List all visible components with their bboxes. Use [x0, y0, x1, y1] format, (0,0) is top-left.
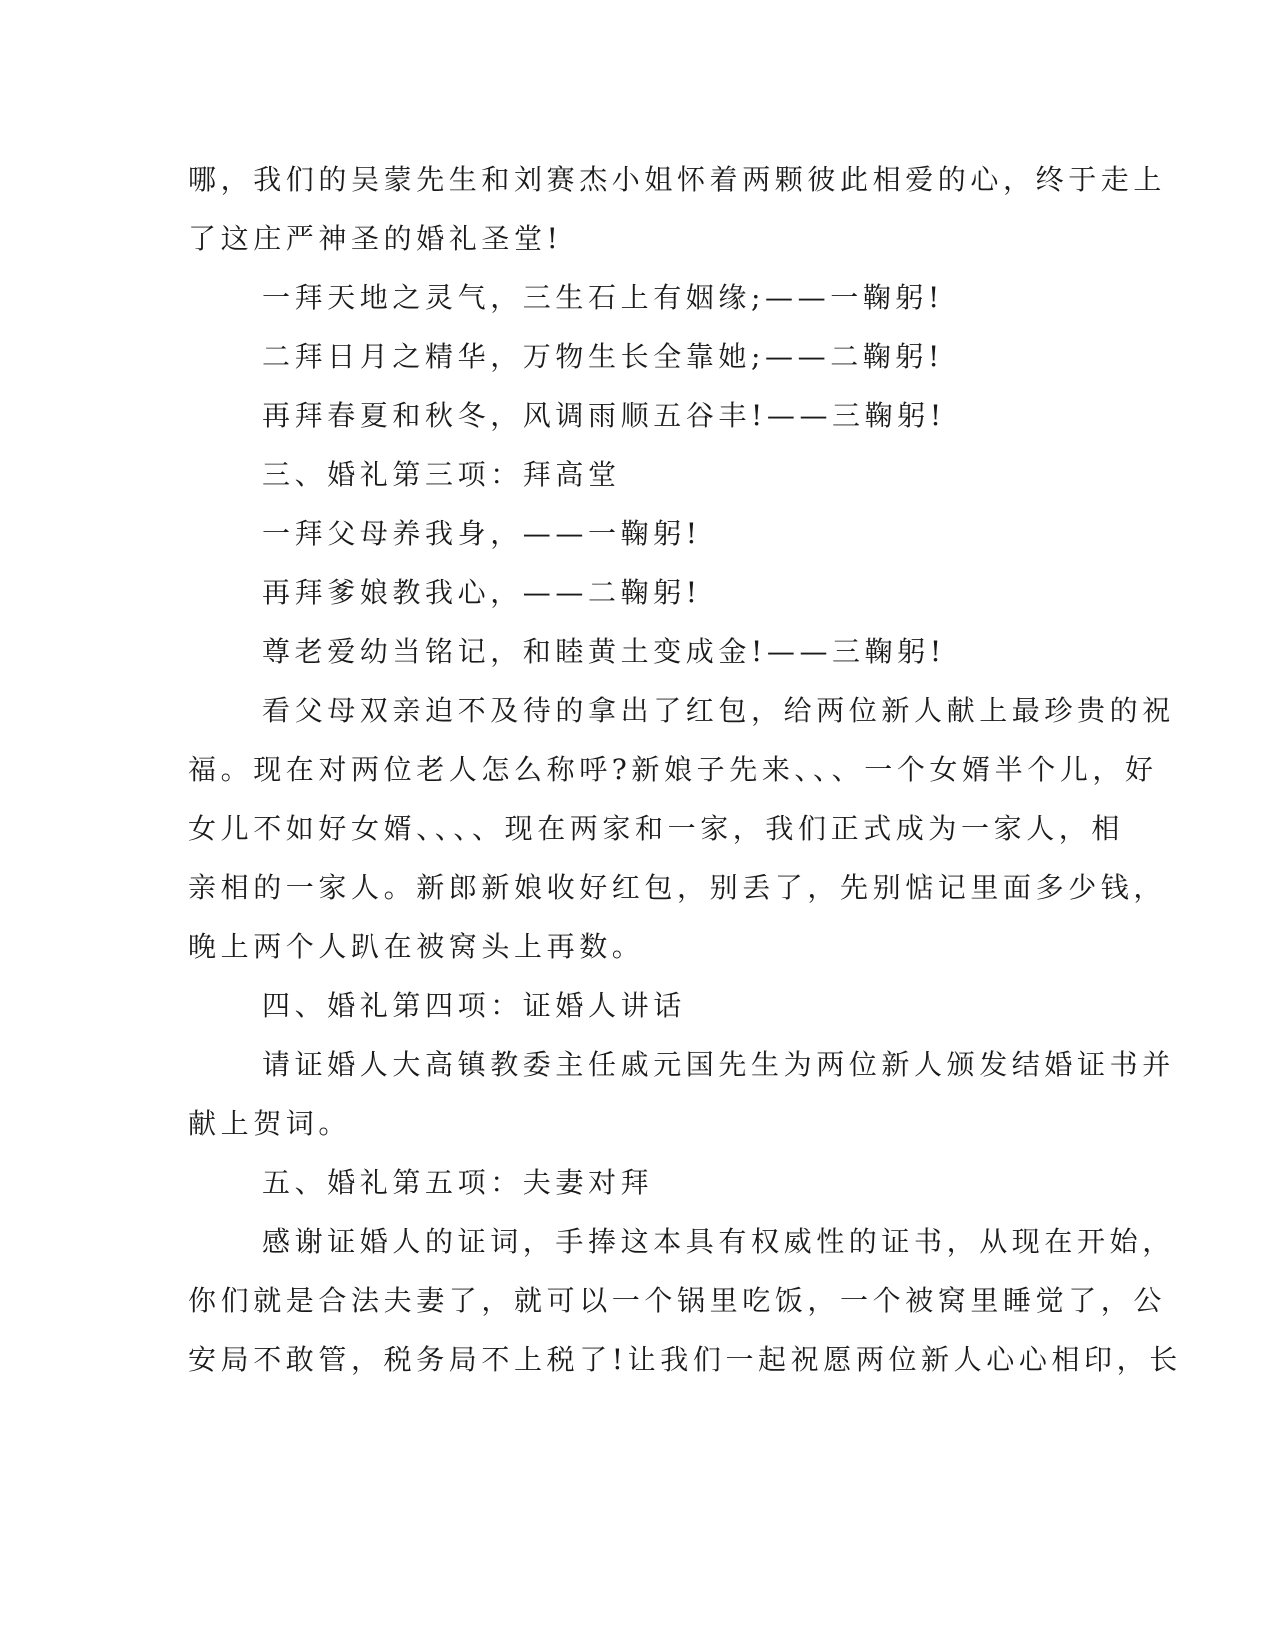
text-line: 献上贺词。	[188, 1107, 352, 1140]
section-heading: 四、婚礼第四项：证婚人讲话	[262, 989, 686, 1022]
text-line: 感谢证婚人的证词，手捧这本具有权威性的证书，从现在开始，	[262, 1225, 1175, 1258]
text-line: 尊老爱幼当铭记，和睦黄土变成金!——三鞠躬!	[262, 635, 946, 668]
text-line: 女儿不如好女婿、、、、现在两家和一家，我们正式成为一家人，相	[188, 812, 1125, 845]
section-heading: 五、婚礼第五项：夫妻对拜	[262, 1166, 654, 1199]
text-line: 请证婚人大高镇教委主任戚元国先生为两位新人颁发结婚证书并	[262, 1048, 1175, 1081]
text-line: 安局不敢管，税务局不上税了!让我们一起祝愿两位新人心心相印，长	[188, 1343, 1182, 1376]
text-line: 再拜爹娘教我心，——二鞠躬!	[262, 576, 702, 609]
section-heading: 三、婚礼第三项：拜高堂	[262, 458, 621, 491]
text-line: 看父母双亲迫不及待的拿出了红包，给两位新人献上最珍贵的祝	[262, 694, 1175, 727]
text-line: 晚上两个人趴在被窝头上再数。	[188, 930, 645, 963]
text-line: 一拜天地之灵气，三生石上有姻缘;——一鞠躬!	[262, 281, 944, 314]
text-line: 福。现在对两位老人怎么称呼?新娘子先来、、、一个女婿半个儿，好	[188, 753, 1158, 786]
text-line: 二拜日月之精华，万物生长全靠她;——二鞠躬!	[262, 340, 944, 373]
text-line: 亲相的一家人。新郎新娘收好红包，别丢了，先别惦记里面多少钱，	[188, 871, 1167, 904]
text-line: 哪，我们的吴蒙先生和刘赛杰小姐怀着两颗彼此相爱的心，终于走上	[188, 163, 1167, 196]
text-line: 你们就是合法夫妻了，就可以一个锅里吃饭，一个被窝里睡觉了，公	[188, 1284, 1167, 1317]
text-line: 了这庄严神圣的婚礼圣堂!	[188, 222, 563, 255]
text-line: 一拜父母养我身，——一鞠躬!	[262, 517, 702, 550]
text-line: 再拜春夏和秋冬，风调雨顺五谷丰!——三鞠躬!	[262, 399, 946, 432]
